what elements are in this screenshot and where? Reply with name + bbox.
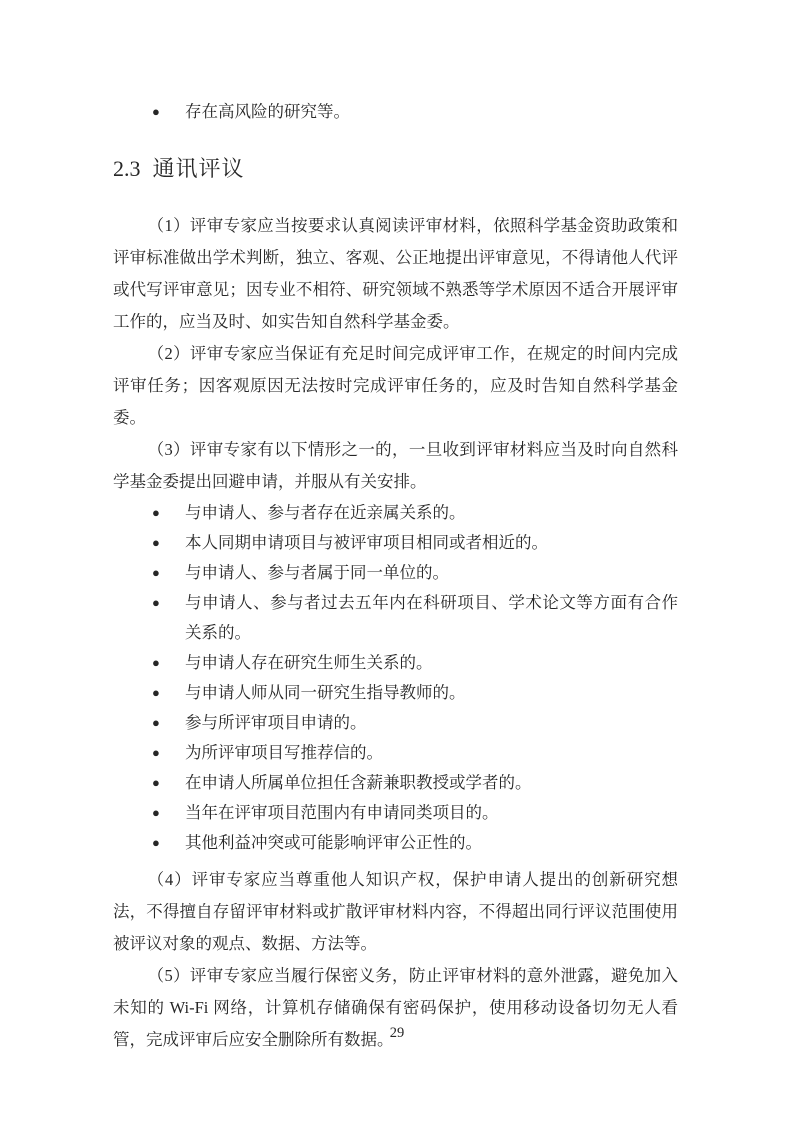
bullet-icon: ● [152, 505, 160, 520]
list-item [113, 96, 678, 128]
list-item [113, 558, 678, 588]
list-item-text: 与申请人、参与者存在近亲属关系的。 [185, 503, 466, 522]
list-item [113, 678, 678, 708]
bullet-icon: ● [152, 655, 160, 670]
bullet-icon: ● [152, 685, 160, 700]
list-item-text: 与申请人、参与者属于同一单位的。 [185, 563, 449, 582]
list-item [113, 528, 678, 558]
list-item-text: 与申请人、参与者过去五年内在科研项目、学术论文等方面有合作关系的。 [185, 593, 678, 642]
page-number: 29 [389, 1025, 405, 1041]
list-item-text: 为所评审项目写推荐信的。 [185, 743, 383, 762]
list-item-text: 本人同期申请项目与被评审项目相同或者相近的。 [185, 533, 548, 552]
bullet-icon: ● [152, 805, 160, 820]
page-footer [0, 1024, 794, 1042]
bullet-icon: ● [152, 835, 160, 850]
paragraph: （1）评审专家应当按要求认真阅读评审材料，依照科学基金资助政策和评审标准做出学术判断，独立、客观、公正地提出评审意见，不得请他人代评或代写评审意见；因专业不相符、研究领域不熟悉等学术原因不适合开展评审工作的，应当及时、如实告知自然科学基金委。 [113, 216, 678, 331]
list-item-text: 参与所评审项目申请的。 [185, 713, 367, 732]
list-item-text: 其他利益冲突或可能影响评审公正性的。 [185, 833, 482, 852]
list-item [113, 498, 678, 528]
paragraph: （4）评审专家应当尊重他人知识产权，保护申请人提出的创新研究想法，不得擅自存留评审材料或扩散评审材料内容，不得超出同行评议范围使用被评议对象的观点、数据、方法等。 [113, 870, 678, 953]
bullet-icon: ● [152, 775, 160, 790]
bullet-icon: ● [152, 565, 160, 580]
list-item-text: 存在高风险的研究等。 [185, 102, 350, 121]
bullet-icon: ● [152, 535, 160, 550]
bullet-icon: ● [152, 595, 160, 610]
section-heading [113, 154, 678, 184]
list-item [113, 738, 678, 768]
bullet-icon: ● [152, 715, 160, 730]
paragraph: （5）评审专家应当履行保密义务，防止评审材料的意外泄露，避免加入未知的 Wi-Fi 网络，计算机存储确保有密码保护，使用移动设备切勿无人看管，完成评审后应安全删除所有数据。 [113, 966, 678, 1049]
paragraph: （3）评审专家有以下情形之一的，一旦收到评审材料应当及时向自然科学基金委提出回避申请，并服从有关安排。 [113, 440, 678, 491]
bullet-icon: ● [152, 104, 160, 119]
section-title: 通讯评议 [152, 156, 245, 181]
page-content [113, 96, 678, 1056]
avoidance-list [113, 498, 678, 858]
list-item [113, 648, 678, 678]
list-item-text: 与申请人师从同一研究生指导教师的。 [185, 683, 466, 702]
list-item-text: 与申请人存在研究生师生关系的。 [185, 653, 433, 672]
list-item [113, 798, 678, 828]
list-item-text: 当年在评审项目范围内有申请同类项目的。 [185, 803, 499, 822]
list-item-text: 在申请人所属单位担任含薪兼职教授或学者的。 [185, 773, 532, 792]
bullet-icon: ● [152, 745, 160, 760]
section-number: 2.3 [113, 156, 141, 181]
list-item [113, 708, 678, 738]
list-item [113, 828, 678, 858]
list-item [113, 588, 678, 648]
paragraph: （2）评审专家应当保证有充足时间完成评审工作，在规定的时间内完成评审任务；因客观原因无法按时完成评审任务的，应及时告知自然科学基金委。 [113, 344, 678, 427]
list-item [113, 768, 678, 798]
